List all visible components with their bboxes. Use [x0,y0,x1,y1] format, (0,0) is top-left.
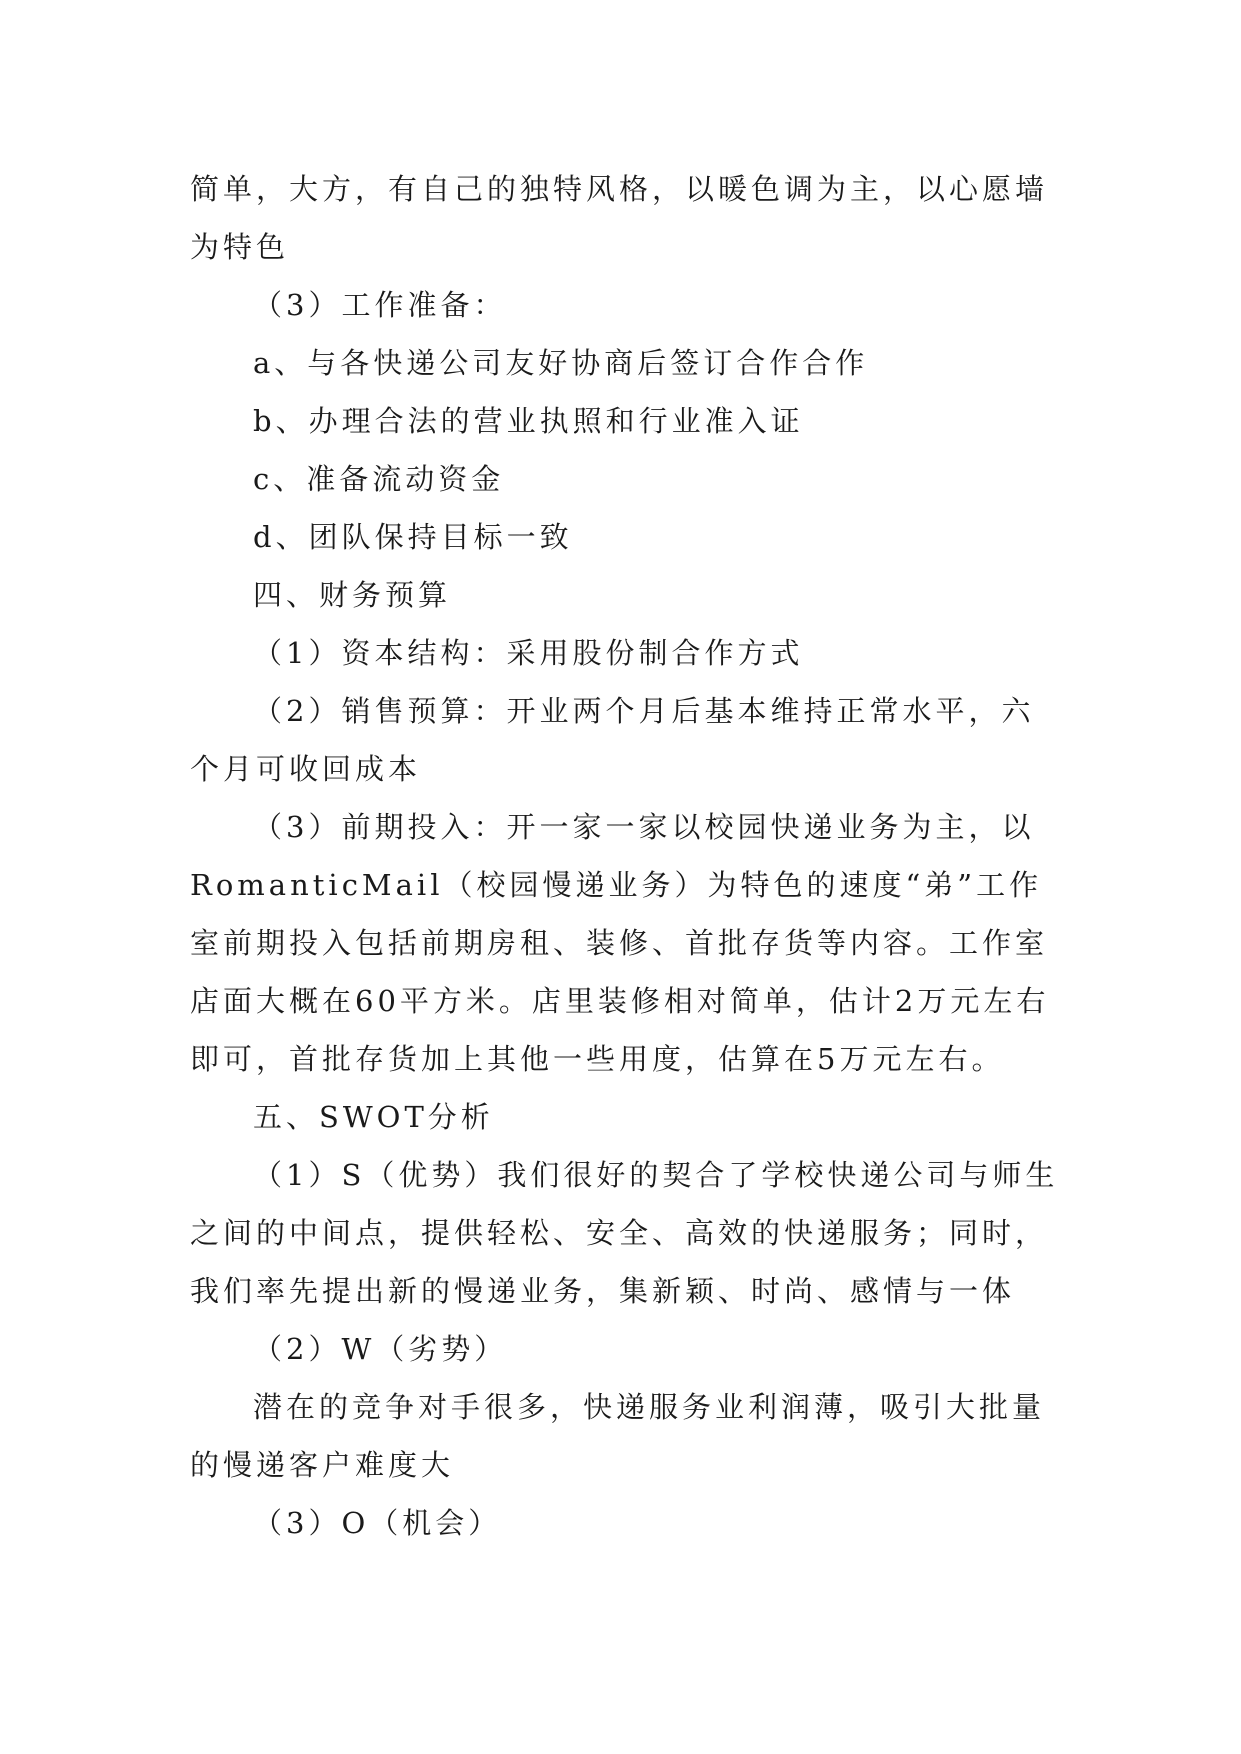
heading-work-preparation: （3）工作准备： [253,288,507,322]
paragraph-weaknesses: 潜在的竞争对手很多，快递服务业利润薄，吸引大批量的慢递客户难度大 [190,1390,1046,1482]
document-body [190,160,1060,1552]
paragraph-sales-budget: （2）销售预算：开业两个月后基本维持正常水平，六个月可收回成本 [190,694,1035,786]
section-heading-financial-budget: 四、财务预算 [253,578,452,612]
list-item-c: c、准备流动资金 [253,462,505,496]
section-heading-swot: 五、SWOT分析 [253,1100,494,1134]
paragraph-strengths: （1）S（优势）我们很好的契合了学校快递公司与师生之间的中间点，提供轻松、安全、高效的快递服务；同时，我们率先提出新的慢递业务，集新颖、时尚、感情与一体 [190,1158,1059,1308]
heading-weaknesses: （2）W（劣势） [253,1332,508,1366]
list-item-b: b、办理合法的营业执照和行业准入证 [253,404,804,438]
list-item-a: a、与各快递公司友好协商后签订合作合作 [253,346,869,380]
paragraph-initial-investment: （3）前期投入：开一家一家以校园快递业务为主，以RomanticMail（校园慢递业务）为特色的速度“弟”工作室前期投入包括前期房租、装修、首批存货等内容。工作室店面大概在60平方米。店里装修相对简单，估计2万元左右即可，首批存货加上其他一些用度，估算在5万元左右。 [190,810,1050,1076]
list-item-d: d、团队保持目标一致 [253,520,573,554]
paragraph-style-description: 简单，大方，有自己的独特风格，以暖色调为主，以心愿墙为特色 [190,172,1049,264]
heading-opportunities: （3）O（机会） [253,1506,502,1540]
paragraph-capital-structure: （1）资本结构：采用股份制合作方式 [253,636,804,670]
